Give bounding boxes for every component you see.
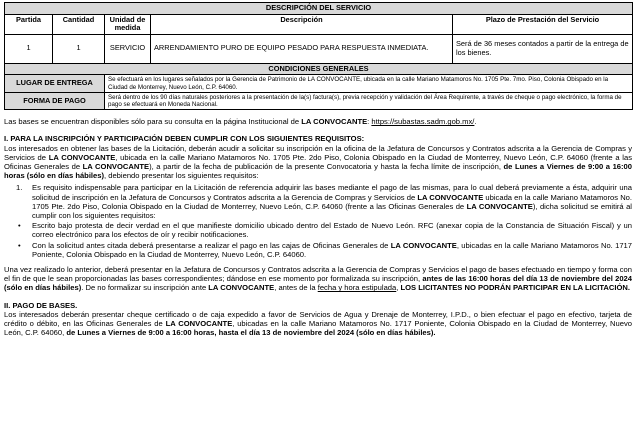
list-item: • Con la solicitud antes citada deberá presentarse a realizar el pago en las cajas de Oficinas Generales de LA CONVOCANTE, ubicadas en la calle Mariano Matamoros No. 1717 Poniente, Colonia Obispado en la Ciudad de Monterrey, Nuevo León, C.P. 64060. (18, 240, 632, 259)
service-section-title: DESCRIPCIÓN DEL SERVICIO (5, 3, 633, 15)
section-1-closing: Una vez realizado lo anterior, deberá presentar en la Jefatura de Concursos y Contratos adscrita a la Gerencia de Compras y Servicios el pago de bases efectuado en tiempo y forma con el fin de que le sean proporcionadas las bases correspondientes; dándose en ese momento por formalizada su inscripción, antes de las 16:00 horas del día 13 de noviembre del 2024 (sólo en días hábiles). De no formalizar su inscripción ante LA CONVOCANTE, antes de la fecha y hora estipulada, LOS LICITANTES NO PODRÁN PARTICIPAR EN LA LICITACIÓN. (4, 265, 633, 293)
cell-partida: 1 (5, 34, 53, 63)
pago-label: FORMA DE PAGO (5, 92, 105, 109)
header-unidad: Unidad de medida (105, 14, 151, 34)
cell-plazo: Será de 36 meses contados a partir de la entrega de los bienes. (453, 34, 633, 63)
bases-url-link[interactable]: https://subastas.sadm.gob.mx/ (371, 117, 475, 127)
document (4, 2, 632, 337)
lugar-text: Se efectuará en los lugares señalados por la Gerencia de Patrimonio de LA CONVOCANTE, ubicada en la calle Mariano Matamoros No. 1705 Pte. 7mo. Piso, Colonia Obispado en la Ciudad de Monterrey, Nuevo León, C.P. 64060. (105, 75, 633, 92)
section-1-intro: Los interesados en obtener las bases de la Licitación, deberán acudir a solicitar su inscripción en la oficina de la Jefatura de Concursos y Contratos adscrita a la Gerencia de Compras y Servicios de LA CONVOCANTE, ubicada en la calle Mariano Matamoros No. 1705 Pte. 2do Piso, Colonia Obispado en la Ciudad de Monterrey, Nuevo León, C.P. 64060 (frente a las Oficinas Generales de LA CONVOCANTE), a partir de la fecha de publicación de la presente Convocatoria y hasta la fecha límite de inscripción, de Lunes a Viernes de 9:00 a 16:00 horas (sólo en días hábiles), debiendo presentar los siguientes requisitos: (4, 143, 632, 181)
bases-line: Las bases se encuentran disponibles sólo para su consulta en la página Institucional de LA CONVOCANTE: https://subastas.sadm.gob.mx/. (4, 117, 477, 127)
pago-text: Será dentro de los 90 días naturales posteriores a la presentación de la(s) factura(s), previa recepción y validación del Área Requirente, a través de cheque o pago electrónico, la forma de pago se efectuará en Moneda Nacional. (105, 92, 633, 109)
list-item: • Escrito bajo protesta de decir verdad en el que manifieste domicilio ubicado dentro del Estado de Nuevo León. RFC (anexar copia de la Constancia de Situación Fiscal) y un correo electrónico para los efectos de oír y recibir notificaciones. (18, 221, 632, 240)
section-1-title: I. PARA LA INSCRIPCIÓN Y PARTICIPACIÓN DEBEN CUMPLIR CON LOS SIGUIENTES REQUISITOS: (4, 134, 365, 144)
lugar-label: LUGAR DE ENTREGA (5, 75, 105, 92)
requirements-list (4, 183, 632, 259)
list-item: 1. Es requisito indispensable para participar en la Licitación de referencia adquirir las bases mediante el pago de las mismas, para lo cual deberá previamente a ésta, adquirir una solicitud de inscripción en la Jefatura de Concursos y Contratos adscrita a la Gerencia de Compras y Servicios de LA CONVOCANTE ubicada en la calle Mariano Matamoros No. 1705 Pte. 2do Piso, Colonia Obispado en la Ciudad de Monterrey, Nuevo León, C.P. 64060 (frente a las Oficinas Generales de LA CONVOCANTE), dicha solicitud se emitirá al cumplir con los siguientes requisitos: (16, 183, 633, 221)
header-partida: Partida (5, 14, 53, 34)
table-row (5, 34, 633, 63)
section-2-text: Los interesados deberán presentar cheque certificado o de caja expedido a favor de Servicios de Agua y Drenaje de Monterrey, I.P.D., o bien efectuar el pago en efectivo, tarjeta de crédito o débito, en las Oficinas Generales de LA CONVOCANTE, ubicadas en la calle Mariano Matamoros No. 1717 Poniente, Colonia Obispado en la Ciudad de Monterrey, Nuevo León, C.P. 64060, de Lunes a Viernes de 9:00 a 16:00 horas, hasta el día 13 de noviembre del 2024 (sólo en días hábiles). (4, 309, 632, 338)
header-plazo: Plazo de Prestación del Servicio (453, 14, 633, 34)
service-table (4, 2, 633, 110)
conditions-title: CONDICIONES GENERALES (5, 63, 633, 75)
header-descripcion: Descripción (151, 14, 453, 34)
cell-cantidad: 1 (53, 34, 105, 63)
cell-unidad: SERVICIO (105, 34, 151, 63)
header-cantidad: Cantidad (53, 14, 105, 34)
cell-descripcion: ARRENDAMIENTO PURO DE EQUIPO PESADO PARA RESPUESTA INMEDIATA. (151, 34, 453, 63)
section-2-title: II. PAGO DE BASES. (4, 300, 78, 310)
